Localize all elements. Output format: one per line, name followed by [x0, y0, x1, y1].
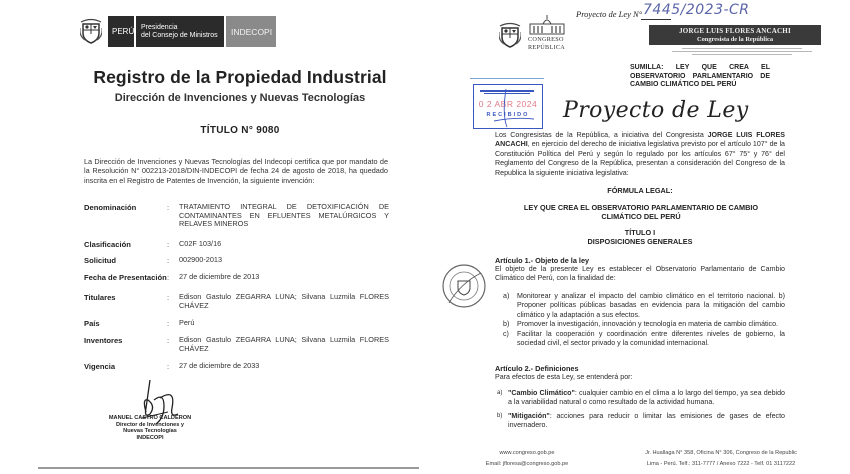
list-mark: a) — [503, 292, 510, 300]
list-item — [503, 292, 785, 320]
congresista-name: JORGE LUIS FLORES ANCACHI — [679, 27, 791, 35]
field-value-clasificacion: C02F 103/16 — [179, 239, 222, 248]
list-text: Promover la investigación, innovación y tecnología en materia de cambio climático. — [517, 320, 779, 329]
signer-name: MANUEL CASTRO CALDERON — [108, 415, 192, 421]
bill-heading: Proyecto de Ley — [563, 98, 749, 123]
definition-term: "Mitigación" — [508, 411, 550, 420]
list-mark: a) — [497, 390, 503, 396]
definition — [508, 412, 785, 431]
pcm-label — [136, 16, 224, 47]
definition-text: : cualquier cambio en el clima a lo largo del tiempo, ya sea debido a la variabilidad natural o como resultado de la actividad humana. — [508, 389, 785, 407]
list-mark: b) — [503, 320, 510, 329]
list-item — [503, 330, 785, 349]
signer-role-1: Director de Invenciones y — [115, 421, 185, 428]
congresista-banner — [649, 25, 821, 45]
field-value-fecha: 27 de diciembre de 2013 — [179, 272, 260, 281]
article-1-title: Artículo 1.- Objeto de la ley — [495, 256, 590, 265]
article-2-list — [497, 389, 785, 431]
pcm-line1: Presidencia — [141, 23, 178, 31]
field-label-solicitud: Solicitud — [84, 256, 117, 265]
field-value-solicitud: 002900-2013 — [179, 255, 223, 264]
footer-email: Email: jfloresa@congreso.gob.pe — [485, 461, 569, 467]
peru-label: PERÚ — [108, 16, 134, 47]
field-label-titulares: Titulares — [84, 293, 116, 302]
field-label-inventores: Inventores — [84, 336, 123, 345]
congresista-role: Congresista de la República — [696, 36, 774, 43]
quote-line — [692, 54, 792, 55]
bill-intro — [495, 131, 785, 178]
official-seal-icon — [441, 263, 487, 309]
congreso-logo-text: CONGRESO — [528, 36, 564, 43]
disposiciones-generales: DISPOSICIONES GENERALES — [587, 237, 693, 246]
year-quote — [672, 48, 812, 55]
government-banner — [108, 16, 276, 47]
article-1-text: El objeto de la presente Ley es establecer el Observatorio Parlamentario de Cambio Climático del Perú, con la finalidad de: — [495, 265, 785, 283]
reception-stamp — [473, 84, 543, 129]
sumilla-line-3: CAMBIO CLIMÁTICO DEL PERÚ — [630, 81, 737, 89]
list-text: Facilitar la cooperación y coordinación entre diferentes niveles de gobierno, la sociedad civil, el sector privado y la comunidad internacional. — [517, 329, 785, 348]
signer-org: INDECOPI — [136, 434, 164, 441]
article-1-list — [503, 292, 785, 348]
definition — [508, 389, 785, 408]
list-text: Monitorear y analizar el impacto del cambio climático en el territorio nacional. b) Proponer políticas públicas basadas en evidencia para la mitigación del cambio climático y la adaptación a sus efectos. — [517, 292, 785, 319]
stamp-received: RECIBIDO — [486, 112, 530, 118]
field-colon: : — [167, 336, 170, 345]
footer-address-1: Jr. Huallaga N° 358, Oficina N° 306, Congreso de la Republic — [645, 450, 797, 456]
intro-name: JORGE LUIS FLORES ANCACHI — [495, 131, 785, 149]
signature-block — [90, 415, 210, 441]
field-colon: : — [167, 273, 170, 282]
republica-logo-text: REPÚBLICA — [528, 44, 566, 51]
blue-rule — [470, 78, 544, 79]
field-colon: : — [167, 256, 170, 265]
sumilla-line-2: OBSERVATORIO PARLAMENTARIO DE — [630, 72, 770, 80]
field-colon: : — [167, 362, 170, 371]
field-label-denominacion: Denominación — [84, 203, 137, 212]
document-subtitle: Dirección de Invenciones y Nuevas Tecnologías — [114, 92, 366, 104]
titulo-number: TÍTULO N° 9080 — [200, 125, 280, 136]
field-colon: : — [167, 319, 170, 328]
list-mark: b) — [497, 412, 503, 419]
document-title: Registro de la Propiedad Industrial — [93, 67, 387, 87]
field-value-denominacion: TRATAMIENTO INTEGRAL DE DETOXIFICACIÓN DE CONTAMINANTES EN EFLUENTES METALÚRGICOS Y RELAVES MINEROS — [179, 202, 389, 229]
signer-role-2: Nuevas Tecnologías — [123, 428, 177, 435]
sumilla-line-1: SUMILLA: LEY QUE CREA EL — [630, 64, 770, 71]
titulo-i: TÍTULO I — [624, 228, 656, 237]
stamp-date: 0 2 ABR 2024 — [478, 99, 538, 109]
formula-legal: FÓRMULA LEGAL: — [607, 186, 673, 195]
quote-line — [672, 51, 812, 52]
definition-term: "Cambio Climático" — [508, 389, 575, 397]
quote-line — [682, 48, 802, 49]
field-value-pais: Perú — [179, 318, 195, 327]
field-label-fecha: Fecha de Presentación — [84, 273, 167, 282]
law-title: LEY QUE CREA EL OBSERVATORIO PARLAMENTARIO DE CAMBIO CLIMÁTICO DEL PERÚ — [523, 203, 759, 222]
field-value-titulares: Edison Gastulo ZEGARRA LUNA; Silvana Luzmila FLORES CHÁVEZ — [179, 292, 389, 310]
field-colon: : — [167, 293, 170, 302]
intro-prefix: Los Congresistas de la República, a iniciativa del Congresista — [495, 131, 708, 139]
article-2-title: Artículo 2.- Definiciones — [495, 364, 579, 373]
stamp-signature-icon — [474, 85, 542, 128]
peru-coat-of-arms-icon — [80, 18, 102, 44]
proyecto-ley-label: Proyecto de Ley N° — [576, 9, 643, 19]
pcm-line2: del Consejo de Ministros — [141, 31, 218, 39]
congreso-building-icon — [528, 14, 566, 36]
list-item — [497, 389, 785, 408]
field-label-pais: País — [84, 319, 100, 328]
field-colon: : — [167, 240, 170, 249]
number-underline — [641, 19, 671, 20]
indecopi-label: INDECOPI — [226, 16, 276, 47]
intro-suffix: , en ejercicio del derecho de iniciativa legislativa previsto por el artículo 107° de la Constitución Política del Perú y según lo regulado por los artículos 67° 75° y 76° del Reglamento del Congreso de la República, presentan a consideración del Congreso de la Republica la siguiente iniciativa legislativa: — [495, 140, 785, 177]
list-item — [503, 320, 785, 329]
peru-coat-of-arms-icon — [499, 22, 521, 48]
footer-website: www.congreso.gob.pe — [499, 450, 555, 456]
definition-text: : acciones para reducir o limitar las emisiones de gases de efecto invernadero. — [508, 411, 785, 430]
field-value-vigencia: 27 de diciembre de 2033 — [179, 361, 260, 370]
article-2-text: Para efectos de esta Ley, se entenderá por: — [495, 373, 633, 381]
field-value-inventores: Edison Gastulo ZEGARRA LUNA; Silvana Luzmila FLORES CHÁVEZ — [179, 335, 389, 353]
field-colon: : — [167, 203, 170, 212]
list-item — [497, 412, 785, 431]
field-label-vigencia: Vigencia — [84, 362, 116, 371]
list-mark: c) — [503, 329, 509, 338]
page-bottom-edge — [38, 467, 419, 469]
sumilla — [630, 64, 770, 90]
intro-paragraph: La Dirección de Invenciones y Nuevas Tecnologías del Indecopi certifica que por mandato de la Resolución N° 002213-2018/DIN-INDECOPI de fecha 24 de agosto de 2018, ha quedado inscrita en el Registro de Patentes de Invención, la siguiente invención: — [84, 157, 388, 185]
field-label-clasificacion: Clasificación — [84, 240, 131, 249]
footer-address-2: Lima - Perú. Telf.: 311-7777 / Anexo 7222 - Telf. 01 3117222 — [646, 461, 796, 467]
proyecto-ley-number: 7445/2023-CR — [643, 2, 750, 18]
